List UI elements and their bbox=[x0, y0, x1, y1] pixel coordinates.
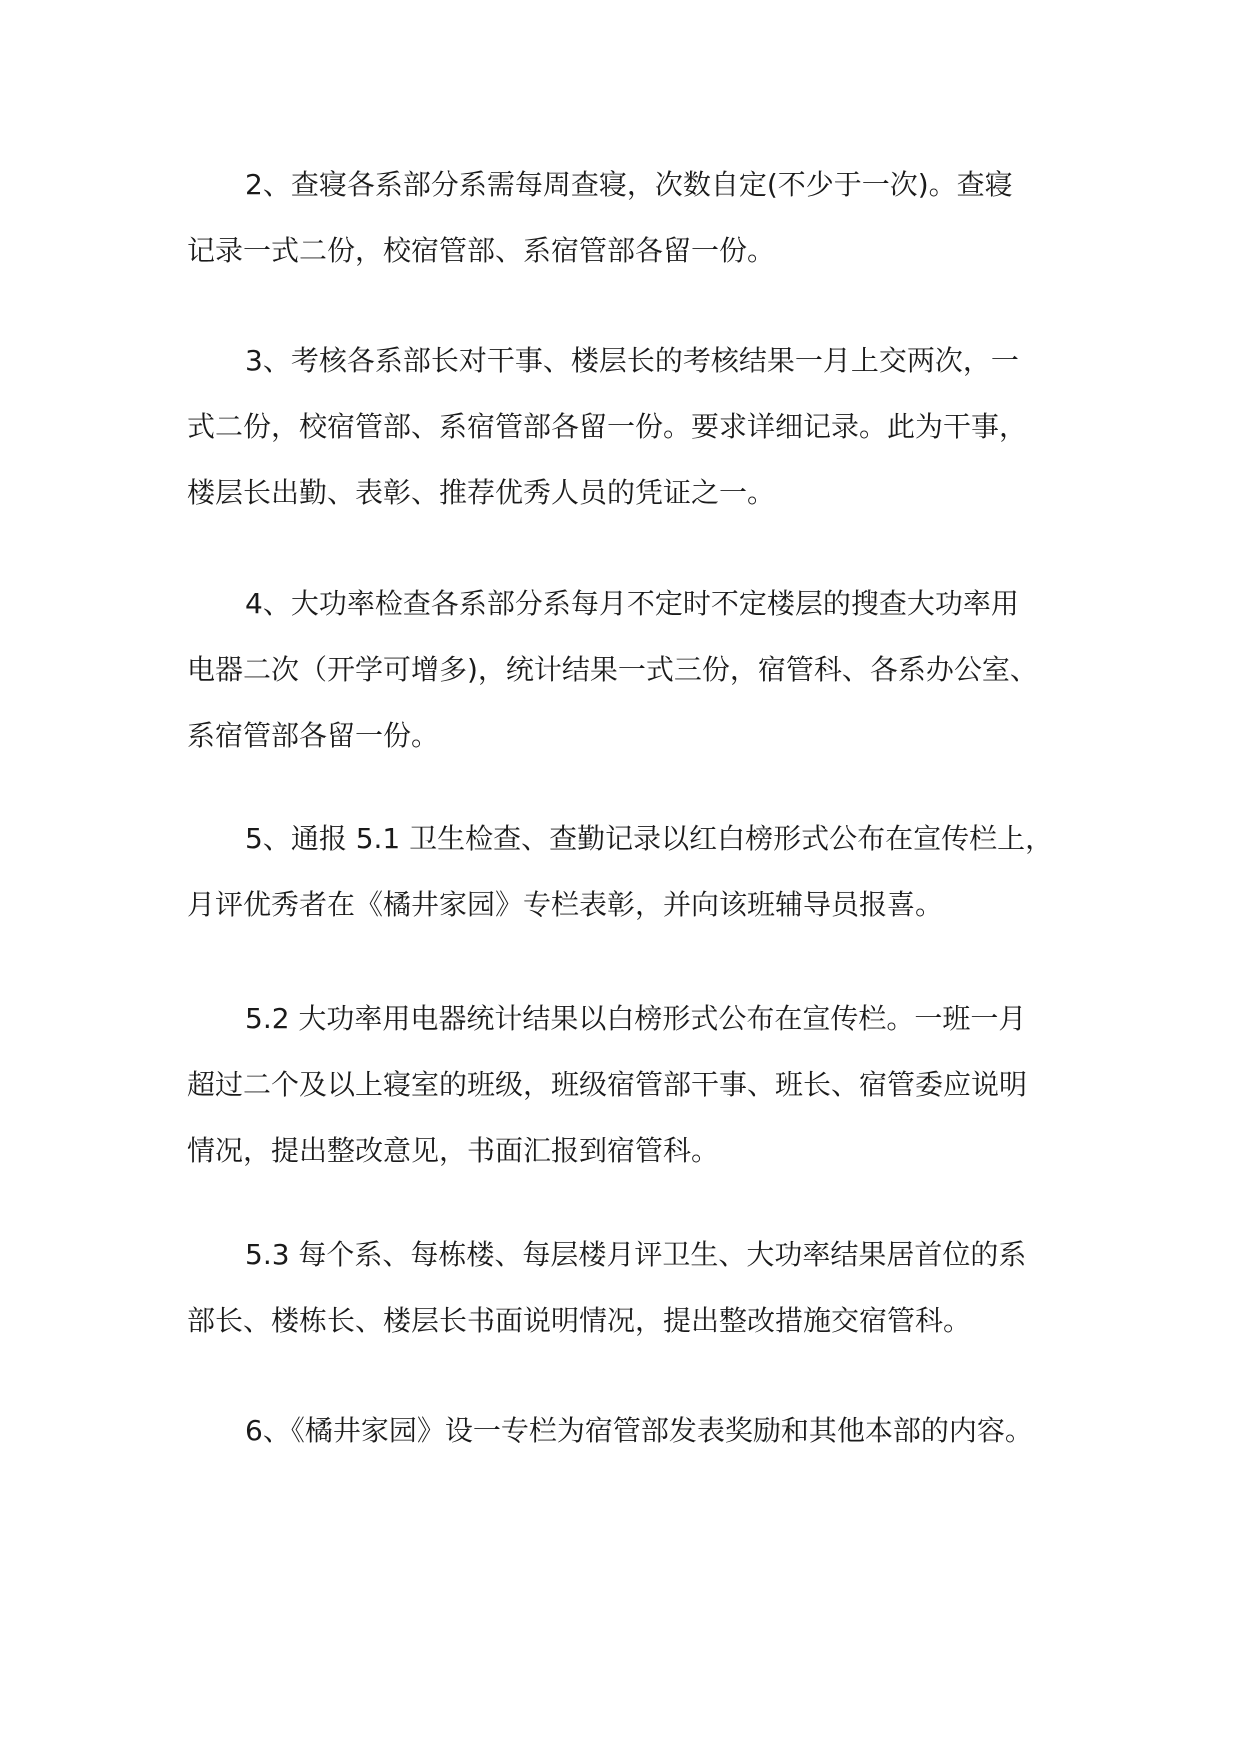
text-line: 5.3 每个系、每栋楼、每层楼月评卫生、大功率结果居首位的系 bbox=[245, 1238, 1027, 1271]
text-line: 电器二次（开学可增多)，统计结果一式三份，宿管科、各系办公室、 bbox=[187, 653, 1038, 686]
text-line: 超过二个及以上寝室的班级，班级宿管部干事、班长、宿管委应说明 bbox=[187, 1068, 1028, 1101]
text-line: 式二份，校宿管部、系宿管部各留一份。要求详细记录。此为干事， bbox=[187, 410, 1028, 443]
text-line: 系宿管部各留一份。 bbox=[187, 719, 440, 752]
text-line: 3、考核各系部长对干事、楼层长的考核结果一月上交两次，一 bbox=[245, 344, 1019, 377]
paragraph-5-2-appliance-results bbox=[187, 986, 1087, 1184]
text-line: 部长、楼栋长、楼层长书面说明情况，提出整改措施交宿管科。 bbox=[187, 1304, 972, 1337]
text-line: 楼层长出勤、表彰、推荐优秀人员的凭证之一。 bbox=[187, 476, 776, 509]
text-line: 5.2 大功率用电器统计结果以白榜形式公布在宣传栏。一班一月 bbox=[245, 1002, 1027, 1035]
paragraph-6-column bbox=[187, 1398, 1087, 1464]
text-line: 2、查寝各系部分系需每周查寝，次数自定(不少于一次)。查寝 bbox=[245, 168, 1013, 201]
paragraph-3-assessment bbox=[187, 328, 1087, 526]
paragraph-5-3-ranking bbox=[187, 1222, 1087, 1354]
text-line: 月评优秀者在《橘井家园》专栏表彰，并向该班辅导员报喜。 bbox=[187, 888, 944, 921]
text-line: 6、《橘井家园》设一专栏为宿管部发表奖励和其他本部的内容。 bbox=[245, 1414, 1033, 1447]
paragraph-5-notice bbox=[187, 806, 1087, 938]
text-line: 4、大功率检查各系部分系每月不定时不定楼层的搜查大功率用 bbox=[245, 587, 1019, 620]
paragraph-2-dorm-check bbox=[187, 152, 1087, 284]
text-line: 5、通报 5.1 卫生检查、查勤记录以红白榜形式公布在宣传栏上， bbox=[245, 822, 1054, 855]
text-line: 记录一式二份，校宿管部、系宿管部各留一份。 bbox=[187, 234, 776, 267]
text-line: 情况，提出整改意见，书面汇报到宿管科。 bbox=[187, 1134, 720, 1167]
paragraph-4-high-power-check bbox=[187, 571, 1087, 769]
